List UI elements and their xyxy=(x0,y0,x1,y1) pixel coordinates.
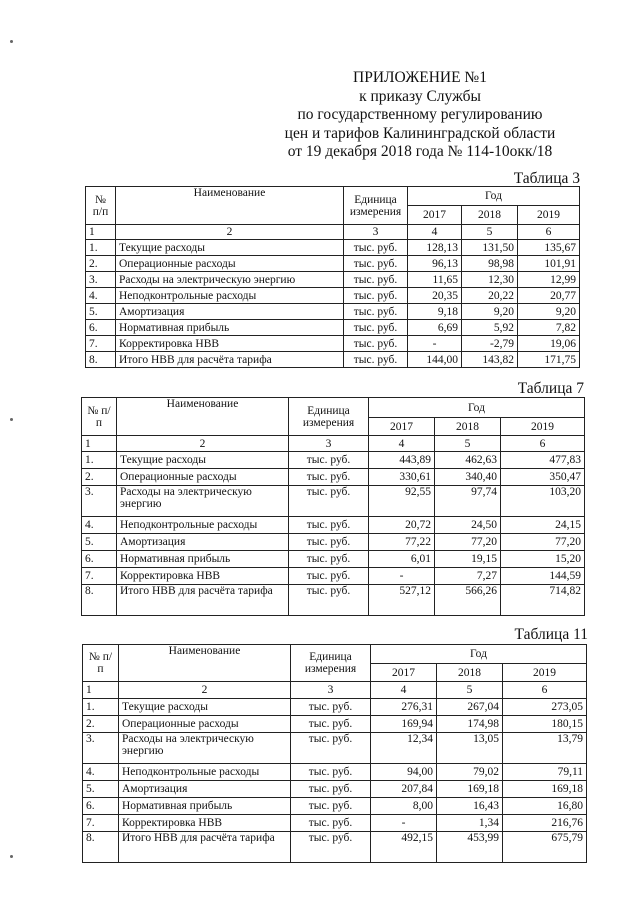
row-num: 6. xyxy=(86,320,116,336)
value-2017: 92,55 xyxy=(369,486,435,517)
value-2018: 13,05 xyxy=(437,733,503,764)
row-num: 6. xyxy=(83,798,119,815)
col-header-year: Год xyxy=(371,645,587,664)
row-unit: тыс. руб. xyxy=(289,534,369,551)
row-name: Неподконтрольные расходы xyxy=(119,764,291,781)
index-row xyxy=(83,682,587,699)
table-row-total xyxy=(82,585,585,616)
value-2017: 128,13 xyxy=(408,240,462,256)
table-row xyxy=(86,240,580,256)
row-unit: тыс. руб. xyxy=(289,452,369,469)
header-line: к приказу Службы xyxy=(359,87,481,105)
row-num: 3. xyxy=(86,272,116,288)
appendix-header xyxy=(260,69,580,162)
col-header-2019: 2019 xyxy=(501,418,585,436)
index-cell: 6 xyxy=(518,225,580,240)
row-name: Амортизация xyxy=(116,304,344,320)
value-2018: 97,74 xyxy=(435,486,501,517)
value-2017: - xyxy=(369,568,435,585)
row-name: Операционные расходы xyxy=(116,256,344,272)
value-2019: 79,11 xyxy=(503,764,587,781)
table-row xyxy=(82,486,585,517)
table-caption: Таблица 3 xyxy=(513,170,580,187)
col-header-2018: 2018 xyxy=(437,664,503,682)
value-2019: 9,20 xyxy=(518,304,580,320)
value-2019: 12,99 xyxy=(518,272,580,288)
row-name: Расходы на электрическую энергию xyxy=(117,486,289,517)
value-2018: 566,26 xyxy=(435,585,501,616)
value-2017: 12,34 xyxy=(371,733,437,764)
row-unit: тыс. руб. xyxy=(291,764,371,781)
row-unit: тыс. руб. xyxy=(291,733,371,764)
value-2017: 94,00 xyxy=(371,764,437,781)
row-num: 7. xyxy=(82,568,117,585)
col-header-unit: Единица измерения xyxy=(344,187,408,225)
value-2019: 20,77 xyxy=(518,288,580,304)
value-2019: 103,20 xyxy=(501,486,585,517)
table-row xyxy=(83,764,587,781)
row-unit: тыс. руб. xyxy=(289,517,369,534)
row-num: 1. xyxy=(82,452,117,469)
row-unit: тыс. руб. xyxy=(289,469,369,486)
table-row xyxy=(83,781,587,798)
value-2018: 143,82 xyxy=(462,352,518,368)
value-2019: 169,18 xyxy=(503,781,587,798)
value-2018: 5,92 xyxy=(462,320,518,336)
row-num: 5. xyxy=(83,781,119,798)
data-table-11 xyxy=(82,644,587,863)
table-row xyxy=(86,288,580,304)
value-2018: 174,98 xyxy=(437,716,503,733)
value-2017: 9,18 xyxy=(408,304,462,320)
row-unit: тыс. руб. xyxy=(344,304,408,320)
row-unit: тыс. руб. xyxy=(291,815,371,832)
table-row xyxy=(82,534,585,551)
value-2019: 7,82 xyxy=(518,320,580,336)
value-2017: 6,01 xyxy=(369,551,435,568)
index-cell: 2 xyxy=(117,436,289,452)
table-row xyxy=(86,304,580,320)
value-2017: 6,69 xyxy=(408,320,462,336)
col-header-unit: Единица измерения xyxy=(289,398,369,436)
row-num: 1. xyxy=(86,240,116,256)
row-name: Неподконтрольные расходы xyxy=(117,517,289,534)
value-2018: 12,30 xyxy=(462,272,518,288)
value-2019: 19,06 xyxy=(518,336,580,352)
header-line: цен и тарифов Калининградской области xyxy=(284,124,556,142)
value-2019: 216,76 xyxy=(503,815,587,832)
row-unit: тыс. руб. xyxy=(291,781,371,798)
row-name: Корректировка НВВ xyxy=(119,815,291,832)
value-2018: 7,27 xyxy=(435,568,501,585)
row-unit: тыс. руб. xyxy=(344,320,408,336)
value-2019: 135,67 xyxy=(518,240,580,256)
col-header-unit: Единица измерения xyxy=(291,645,371,682)
row-num: 7. xyxy=(86,336,116,352)
table-row xyxy=(83,798,587,815)
index-cell: 6 xyxy=(503,682,587,699)
row-unit: тыс. руб. xyxy=(291,716,371,733)
value-2019: 273,05 xyxy=(503,699,587,716)
value-2017: 144,00 xyxy=(408,352,462,368)
table-row xyxy=(86,256,580,272)
value-2018: 98,98 xyxy=(462,256,518,272)
col-header-num: № п/п xyxy=(86,187,116,225)
value-2018: 267,04 xyxy=(437,699,503,716)
value-2018: 24,50 xyxy=(435,517,501,534)
col-header-name: Наименование xyxy=(116,187,344,225)
value-2019: 101,91 xyxy=(518,256,580,272)
value-2017: - xyxy=(371,815,437,832)
index-cell: 5 xyxy=(435,436,501,452)
row-unit: тыс. руб. xyxy=(291,699,371,716)
table-row xyxy=(82,551,585,568)
row-name: Итого НВВ для расчёта тарифа xyxy=(117,585,289,616)
table-row xyxy=(82,452,585,469)
value-2017: 276,31 xyxy=(371,699,437,716)
value-2017: 77,22 xyxy=(369,534,435,551)
row-num: 2. xyxy=(83,716,119,733)
value-2018: -2,79 xyxy=(462,336,518,352)
value-2019: 24,15 xyxy=(501,517,585,534)
data-table-3 xyxy=(85,186,580,368)
col-header-2018: 2018 xyxy=(462,206,518,225)
index-cell: 6 xyxy=(501,436,585,452)
col-header-year: Год xyxy=(408,187,580,206)
value-2018: 19,15 xyxy=(435,551,501,568)
row-unit: тыс. руб. xyxy=(289,568,369,585)
value-2018: 9,20 xyxy=(462,304,518,320)
col-header-2019: 2019 xyxy=(518,206,580,225)
value-2017: 492,15 xyxy=(371,832,437,863)
index-cell: 5 xyxy=(437,682,503,699)
col-header-2017: 2017 xyxy=(408,206,462,225)
row-num: 3. xyxy=(83,733,119,764)
row-unit: тыс. руб. xyxy=(289,486,369,517)
index-cell: 2 xyxy=(119,682,291,699)
value-2018: 1,34 xyxy=(437,815,503,832)
row-name: Операционные расходы xyxy=(119,716,291,733)
value-2017: 20,72 xyxy=(369,517,435,534)
index-cell: 3 xyxy=(289,436,369,452)
index-cell: 3 xyxy=(291,682,371,699)
scan-speck xyxy=(10,40,13,43)
col-header-name: Наименование xyxy=(117,398,289,436)
row-unit: тыс. руб. xyxy=(291,798,371,815)
table-row xyxy=(83,815,587,832)
value-2017: 443,89 xyxy=(369,452,435,469)
col-header-num: № п/п xyxy=(83,645,119,682)
row-name: Неподконтрольные расходы xyxy=(116,288,344,304)
data-table-7 xyxy=(81,397,585,616)
row-num: 6. xyxy=(82,551,117,568)
row-unit: тыс. руб. xyxy=(289,585,369,616)
index-cell: 5 xyxy=(462,225,518,240)
index-cell: 1 xyxy=(82,436,117,452)
scan-speck xyxy=(10,418,13,421)
value-2018: 340,40 xyxy=(435,469,501,486)
value-2019: 77,20 xyxy=(501,534,585,551)
col-header-2018: 2018 xyxy=(435,418,501,436)
value-2018: 453,99 xyxy=(437,832,503,863)
row-num: 7. xyxy=(83,815,119,832)
value-2018: 169,18 xyxy=(437,781,503,798)
table-row xyxy=(86,320,580,336)
header-line: от 19 декабря 2018 года № 114-10окк/18 xyxy=(287,143,553,160)
table-row xyxy=(82,469,585,486)
value-2017: 11,65 xyxy=(408,272,462,288)
table-row xyxy=(82,517,585,534)
row-unit: тыс. руб. xyxy=(344,336,408,352)
col-header-name: Наименование xyxy=(119,645,291,682)
value-2017: 169,94 xyxy=(371,716,437,733)
row-name: Итого НВВ для расчёта тарифа xyxy=(116,352,344,368)
row-unit: тыс. руб. xyxy=(344,288,408,304)
row-unit: тыс. руб. xyxy=(344,256,408,272)
row-name: Нормативная прибыль xyxy=(117,551,289,568)
value-2019: 350,47 xyxy=(501,469,585,486)
table-row xyxy=(82,568,585,585)
row-name: Расходы на электрическую энергию xyxy=(119,733,291,764)
index-cell: 4 xyxy=(369,436,435,452)
table-row xyxy=(83,733,587,764)
index-row xyxy=(86,225,580,240)
value-2019: 13,79 xyxy=(503,733,587,764)
row-name: Нормативная прибыль xyxy=(116,320,344,336)
index-cell: 2 xyxy=(116,225,344,240)
value-2018: 131,50 xyxy=(462,240,518,256)
row-num: 4. xyxy=(83,764,119,781)
col-header-2017: 2017 xyxy=(369,418,435,436)
row-num: 8. xyxy=(86,352,116,368)
index-cell: 1 xyxy=(86,225,116,240)
value-2017: 96,13 xyxy=(408,256,462,272)
index-row xyxy=(82,436,585,452)
value-2019: 171,75 xyxy=(518,352,580,368)
index-cell: 4 xyxy=(408,225,462,240)
row-unit: тыс. руб. xyxy=(289,551,369,568)
value-2019: 675,79 xyxy=(503,832,587,863)
row-num: 8. xyxy=(83,832,119,863)
row-name: Итого НВВ для расчёта тарифа xyxy=(119,832,291,863)
value-2018: 77,20 xyxy=(435,534,501,551)
table-caption: Таблица 11 xyxy=(514,626,588,643)
table-row-total xyxy=(86,352,580,368)
value-2018: 79,02 xyxy=(437,764,503,781)
table-row xyxy=(86,336,580,352)
value-2019: 15,20 xyxy=(501,551,585,568)
table-row xyxy=(86,272,580,288)
value-2019: 16,80 xyxy=(503,798,587,815)
value-2019: 180,15 xyxy=(503,716,587,733)
table-row xyxy=(83,716,587,733)
row-num: 1. xyxy=(83,699,119,716)
row-unit: тыс. руб. xyxy=(344,240,408,256)
row-name: Текущие расходы xyxy=(116,240,344,256)
appendix-title: ПРИЛОЖЕНИЕ №1 xyxy=(353,69,487,86)
row-num: 2. xyxy=(86,256,116,272)
col-header-num: № п/п xyxy=(82,398,117,436)
row-num: 3. xyxy=(82,486,117,517)
value-2019: 477,83 xyxy=(501,452,585,469)
table-row xyxy=(83,699,587,716)
table-row-total xyxy=(83,832,587,863)
row-num: 8. xyxy=(82,585,117,616)
row-name: Нормативная прибыль xyxy=(119,798,291,815)
row-name: Операционные расходы xyxy=(117,469,289,486)
value-2017: 330,61 xyxy=(369,469,435,486)
value-2017: 8,00 xyxy=(371,798,437,815)
row-num: 5. xyxy=(82,534,117,551)
value-2018: 462,63 xyxy=(435,452,501,469)
value-2019: 714,82 xyxy=(501,585,585,616)
value-2017: - xyxy=(408,336,462,352)
row-name: Амортизация xyxy=(117,534,289,551)
value-2019: 144,59 xyxy=(501,568,585,585)
col-header-2019: 2019 xyxy=(503,664,587,682)
col-header-2017: 2017 xyxy=(371,664,437,682)
value-2018: 16,43 xyxy=(437,798,503,815)
row-name: Текущие расходы xyxy=(119,699,291,716)
value-2017: 207,84 xyxy=(371,781,437,798)
table-caption: Таблица 7 xyxy=(517,380,584,397)
row-num: 5. xyxy=(86,304,116,320)
index-cell: 3 xyxy=(344,225,408,240)
value-2017: 20,35 xyxy=(408,288,462,304)
row-num: 4. xyxy=(82,517,117,534)
row-unit: тыс. руб. xyxy=(344,352,408,368)
scan-speck xyxy=(10,855,13,858)
row-name: Амортизация xyxy=(119,781,291,798)
row-name: Корректировка НВВ xyxy=(116,336,344,352)
row-name: Текущие расходы xyxy=(117,452,289,469)
row-num: 4. xyxy=(86,288,116,304)
index-cell: 1 xyxy=(83,682,119,699)
row-num: 2. xyxy=(82,469,117,486)
col-header-year: Год xyxy=(369,398,585,418)
header-line: по государственному регулированию xyxy=(297,106,543,123)
row-name: Корректировка НВВ xyxy=(117,568,289,585)
row-name: Расходы на электрическую энергию xyxy=(116,272,344,288)
index-cell: 4 xyxy=(371,682,437,699)
row-unit: тыс. руб. xyxy=(344,272,408,288)
row-unit: тыс. руб. xyxy=(291,832,371,863)
value-2017: 527,12 xyxy=(369,585,435,616)
value-2018: 20,22 xyxy=(462,288,518,304)
